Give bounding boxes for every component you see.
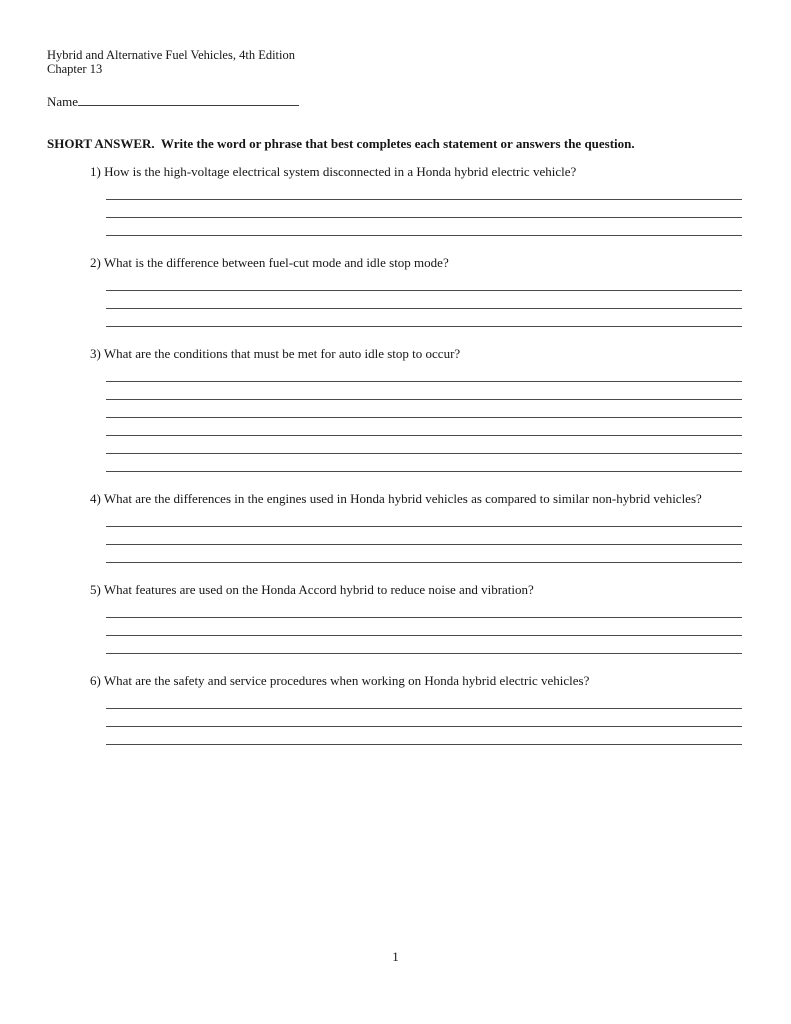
answer-lines	[47, 364, 742, 472]
answer-line	[106, 727, 742, 745]
section-heading: SHORT ANSWER. Write the word or phrase that best completes each statement or answers the question.	[47, 136, 635, 151]
answer-line	[106, 691, 742, 709]
answer-line	[106, 400, 742, 418]
answer-lines	[47, 182, 742, 236]
question-body: What are the conditions that must be met for auto idle stop to occur?	[103, 346, 461, 361]
question-block	[47, 347, 742, 472]
question-number: 5)	[90, 582, 101, 597]
question-block	[47, 165, 742, 236]
question-text	[47, 674, 725, 688]
answer-line	[106, 382, 742, 400]
questions-list	[47, 165, 742, 745]
question-block	[47, 583, 742, 654]
question-body: What features are used on the Honda Accord hybrid to reduce noise and vibration?	[103, 582, 534, 597]
answer-line	[106, 309, 742, 327]
answer-line	[106, 218, 742, 236]
name-row	[47, 92, 742, 107]
answer-line	[106, 509, 742, 527]
answer-line	[106, 418, 742, 436]
answer-line	[106, 273, 742, 291]
name-blank-line	[78, 92, 299, 106]
answer-line	[106, 436, 742, 454]
question-text	[47, 347, 725, 361]
answer-line	[106, 636, 742, 654]
question-number: 6)	[90, 673, 101, 688]
question-text	[47, 492, 725, 506]
question-block	[47, 492, 742, 563]
answer-line	[106, 527, 742, 545]
answer-line	[106, 200, 742, 218]
question-body: What are the safety and service procedures when working on Honda hybrid electric vehicles?	[103, 673, 590, 688]
answer-line	[106, 618, 742, 636]
page-number: 1	[392, 949, 399, 964]
answer-lines	[47, 600, 742, 654]
document-title: Hybrid and Alternative Fuel Vehicles, 4th Edition	[47, 48, 295, 62]
answer-line	[106, 545, 742, 563]
answer-line	[106, 291, 742, 309]
chapter-label: Chapter 13	[47, 62, 103, 76]
question-block	[47, 256, 742, 327]
answer-lines	[47, 509, 742, 563]
question-body: How is the high-voltage electrical system disconnected in a Honda hybrid electric vehicle?	[104, 164, 577, 179]
question-text	[47, 583, 725, 597]
answer-lines	[47, 691, 742, 745]
question-number: 1)	[90, 164, 101, 179]
question-number: 3)	[90, 346, 101, 361]
question-body: What are the differences in the engines used in Honda hybrid vehicles as compared to similar non-hybrid vehicles?	[103, 491, 702, 506]
answer-line	[106, 364, 742, 382]
question-number: 4)	[90, 491, 101, 506]
question-block	[47, 674, 742, 745]
answer-line	[106, 600, 742, 618]
document-header	[47, 48, 742, 76]
question-text	[47, 165, 725, 179]
question-body: What is the difference between fuel-cut mode and idle stop mode?	[103, 255, 449, 270]
answer-line	[106, 182, 742, 200]
question-text	[47, 256, 725, 270]
answer-line	[106, 454, 742, 472]
answer-line	[106, 709, 742, 727]
answer-lines	[47, 273, 742, 327]
question-number: 2)	[90, 255, 101, 270]
name-label: Name	[47, 94, 79, 109]
